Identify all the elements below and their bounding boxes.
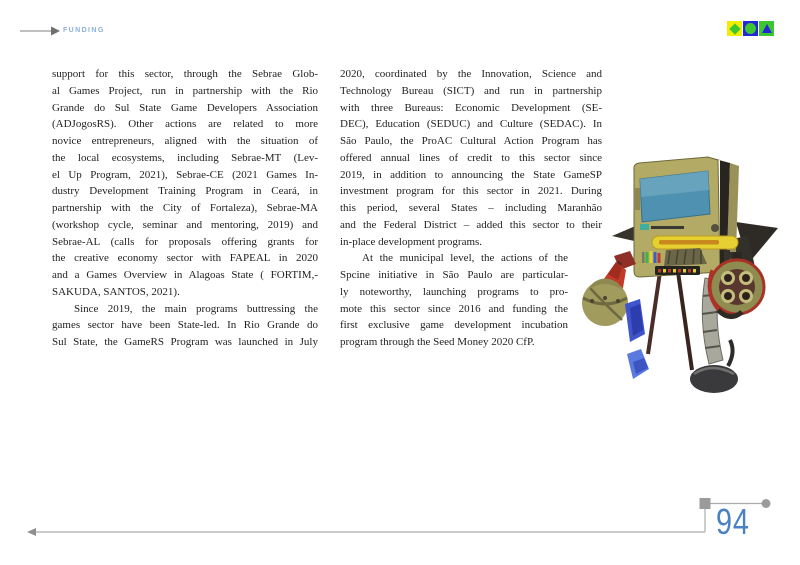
text-line: 2019, in addition to announcing the State GameSP bbox=[340, 168, 602, 181]
text-line: São Paulo, the ProAC Cultural Action Program has bbox=[340, 135, 602, 147]
section-label: FUNDING bbox=[63, 27, 105, 34]
corner-icons bbox=[727, 21, 774, 36]
text-line: ly noteworthy, launching programs to pro- bbox=[340, 285, 568, 298]
text-line: (ADJogosRS). Other actions are related to more bbox=[52, 118, 318, 131]
text-line: investment program for this sector in 2021. During bbox=[340, 185, 602, 198]
text-line: in-place development programs. bbox=[340, 235, 483, 248]
text-line: Spcine initiative in São Paulo are particular- bbox=[340, 269, 568, 281]
page-number: 94 bbox=[716, 501, 750, 542]
text-line: offered annual lines of credit to this sector since bbox=[340, 151, 602, 164]
text-line: partnership with the City of Fortaleza), Sebrae-MA bbox=[52, 202, 318, 214]
square-marker-icon bbox=[700, 498, 711, 509]
text-line: games sector have been State-led. In Rio Grande do bbox=[52, 319, 318, 332]
text-line: novice entrepreneurs, aligned with the situation of bbox=[52, 135, 318, 147]
text-line: (workshop cycle, seminar and mentoring, 2019) and bbox=[52, 218, 318, 231]
text-line: Sebrae-AL (calls for proposals offering grants for bbox=[52, 235, 318, 248]
left-arrowhead-icon bbox=[27, 528, 36, 536]
text-line: support for this sector, through the Sebrae Glob- bbox=[52, 68, 318, 80]
text-line: dustry Development Training Program in Ceará, in bbox=[52, 185, 318, 198]
text-line: and the Federal District – added this sector to their bbox=[340, 218, 602, 231]
circle-in-blue-square-icon bbox=[743, 21, 758, 36]
text-line: the creative economy sector with FAPEAL in 2020 bbox=[52, 252, 318, 265]
text-line: DEC), Education (SEDUC) and Culture (SEDAC). In bbox=[340, 118, 602, 131]
triangle-in-green-square-icon bbox=[759, 21, 774, 36]
text-line: Grande do Sul State Game Developers Association bbox=[52, 101, 318, 114]
text-column-left bbox=[52, 66, 318, 351]
text-line: the local ecosystems, including Sebrae-MT (Lev- bbox=[52, 151, 318, 164]
text-line: mote this sector since 2016 and funding the bbox=[340, 302, 568, 315]
section-arrow-icon bbox=[20, 24, 64, 38]
text-line: Since 2019, the main programs buttressing the bbox=[74, 302, 318, 315]
text-line: 2020, coordinated by the Innovation, Science and bbox=[340, 68, 602, 80]
text-line: program through the Seed Money 2020 CfP. bbox=[340, 336, 535, 348]
text-column-right bbox=[340, 66, 602, 351]
text-line: el Up Program, 2021), Sebrae-CE (2021 Games In- bbox=[52, 168, 318, 181]
robot-illustration bbox=[578, 152, 778, 397]
text-line: al Games Project, run in partnership with the Rio bbox=[52, 84, 318, 97]
footer-guides bbox=[20, 490, 780, 550]
diamond-in-yellow-square-icon bbox=[727, 21, 742, 36]
text-line: Technology Bureau (SICT) and run in partnership bbox=[340, 84, 602, 97]
text-line: Sul State, the GameRS Program was launched in July bbox=[52, 336, 318, 348]
text-line: At the municipal level, the actions of the bbox=[362, 252, 568, 265]
text-line: this period, several States – including Maranhão bbox=[340, 202, 602, 214]
text-line: first exclusive game development incubation bbox=[340, 319, 568, 332]
text-line: SAKUDA, SANTOS, 2021). bbox=[52, 285, 180, 298]
text-line: and a Games Overview in Alagoas State ( FORTIM,- bbox=[52, 269, 318, 281]
text-line: with three Bureaus: Economic Development (SE- bbox=[340, 101, 602, 114]
circle-marker-icon bbox=[762, 499, 771, 508]
